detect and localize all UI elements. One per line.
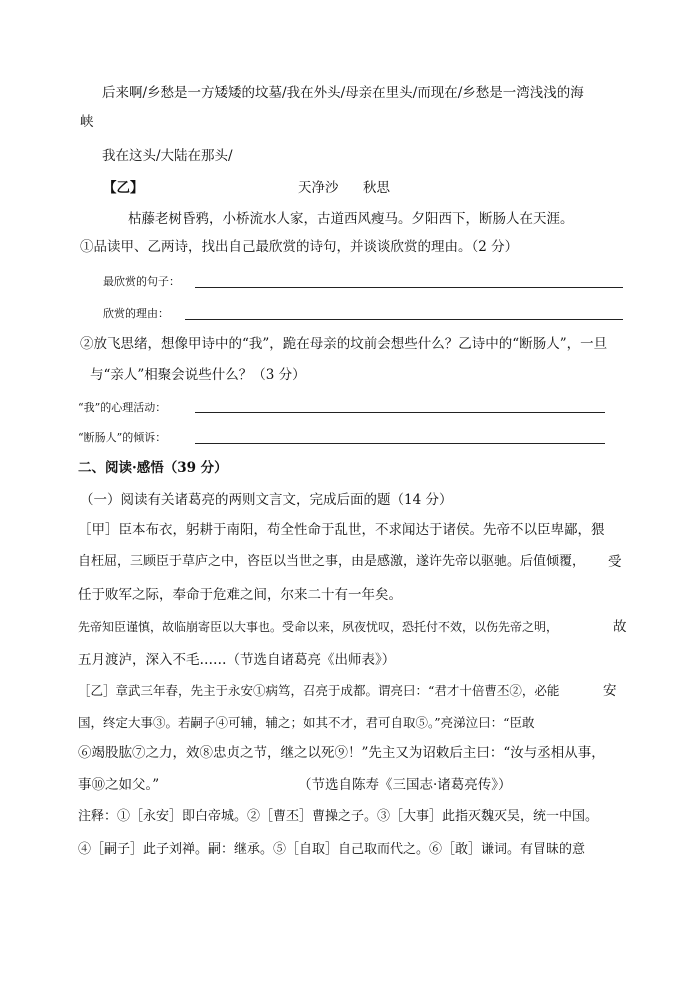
poem-b-subtitle: 秋思 — [363, 180, 390, 196]
q1-answer-line-1[interactable] — [195, 287, 623, 288]
notes-line-2: ④［嗣子］此子刘禅。嗣：继承。⑤［自取］自己取而代之。⑥［敢］谦词。有冒昧的意 — [78, 842, 586, 857]
jia-line-4-end: 故 — [613, 619, 627, 635]
yi-line-1: ［乙］章武三年春，先主于永安①病笃，召亮于成都。谓亮曰：“君才十倍曹丕②，必能 — [78, 683, 560, 698]
poem-b-body: 枯藤老树昏鸦，小桥流水人家，古道西风瘦马。夕阳西下，断肠人在天涯。 — [128, 211, 574, 227]
question-1: ①品读甲、乙两诗，找出自己最欣赏的诗句，并谈谈欣赏的理由。（2 分） — [80, 239, 519, 255]
yi-line-4: 事⑩之如父。” — [78, 777, 160, 793]
section-2-sub: （一）阅读有关诸葛亮的两则文言文，完成后面的题（14 分） — [80, 492, 453, 508]
q1-answer-line-2[interactable] — [185, 319, 623, 320]
question-2-line-1: ②放飞思绪，想像甲诗中的“我”，跪在母亲的坟前会想些什么？乙诗中的“断肠人”，一旦 — [80, 336, 608, 352]
jia-line-5: 五月渡泸，深入不毛……（节选自诸葛亮《出师表》） — [78, 652, 396, 668]
poem-b-title: 天净沙 — [298, 180, 339, 196]
poem-a-line-1: 后来啊/乡愁是一方矮矮的坟墓/我在外头/母亲在里头/而现在/乡愁是一湾浅浅的海 — [102, 85, 584, 101]
jia-line-2: 自枉屈，三顾臣于草庐之中，咨臣以当世之事，由是感激，遂许先帝以驱驰。后值倾覆， — [78, 554, 586, 569]
q2-answer-line-1[interactable] — [195, 412, 605, 413]
jia-line-2-end: 受 — [608, 554, 622, 570]
poem-a-line-2: 峡 — [80, 114, 94, 130]
q2-answer-line-2[interactable] — [195, 443, 605, 444]
question-2-line-2: 与“亲人”相聚会说些什么？（3 分） — [90, 367, 306, 383]
jia-line-4: 先帝知臣谨慎，故临崩寄臣以大事也。受命以来，夙夜忧叹，恐托付不效，以伤先帝之明， — [78, 620, 559, 634]
jia-line-3: 任于败军之际，奉命于危难之间，尔来二十有一年矣。 — [78, 587, 402, 603]
yi-line-3: ⑥竭股肱⑦之力，效⑧忠贞之节，继之以死⑨！”先主又为诏敕后主曰：“汝与丞相从事， — [78, 745, 605, 761]
yi-source: （节选自陈寿《三国志·诸葛亮传》） — [298, 777, 512, 793]
q1-field1-label: 最欣赏的句子： — [103, 275, 180, 288]
yi-line-1-end: 安 — [603, 683, 617, 699]
poem-b-label: 【乙】 — [103, 180, 144, 196]
notes-line-1: 注释：①［永安］即白帝城。②［曹丕］曹操之子。③［大事］此指灭魏灭吴，统一中国。 — [78, 809, 599, 824]
q2-field1-label: “我”的心理活动： — [78, 401, 167, 414]
yi-line-2: 国，终定大事③。若嗣子④可辅，辅之；如其不才，君可自取⑤。”亮涕泣曰：“臣敢 — [78, 715, 535, 730]
jia-line-1: ［甲］臣本布衣，躬耕于南阳，苟全性命于乱世，不求闻达于诸侯。先帝不以臣卑鄙，猥 — [78, 522, 605, 538]
section-2-heading: 二、阅读·感悟（39 分） — [78, 460, 228, 476]
q1-field2-label: 欣赏的理由： — [103, 307, 169, 320]
poem-a-line-3: 我在这头/大陆在那头/ — [102, 148, 233, 164]
q2-field2-label: “断肠人”的倾诉： — [78, 431, 167, 444]
